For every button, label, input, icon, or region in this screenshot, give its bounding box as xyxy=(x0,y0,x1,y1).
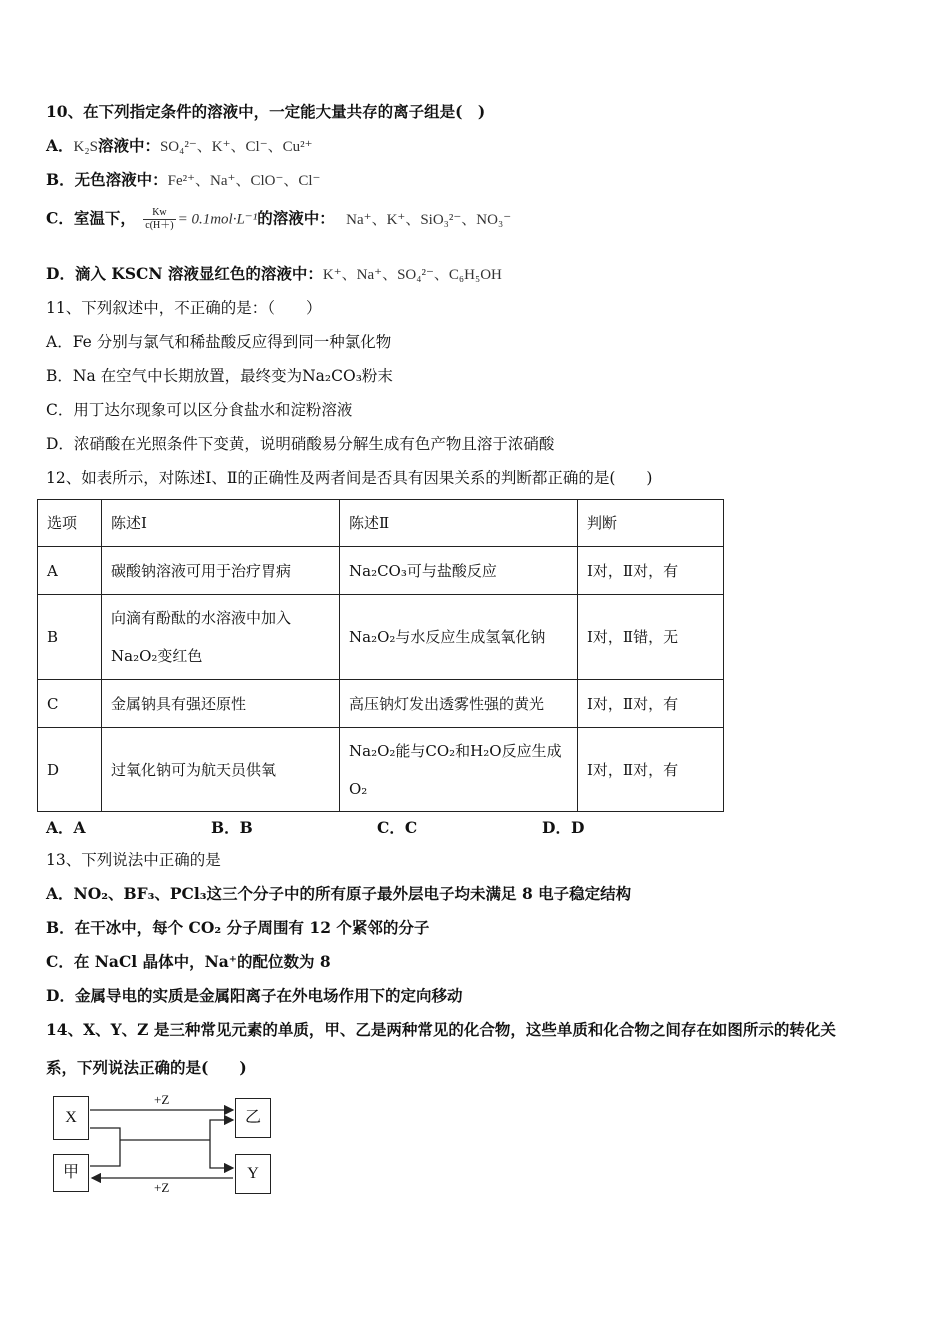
q10-c-cond1: 室温下， xyxy=(73,208,136,228)
q13-option-d: D．金属导电的实质是金属阳离子在外电场作用下的定向移动 xyxy=(46,986,463,1005)
header-judgement: 判断 xyxy=(578,500,724,547)
q14-stem-line1: 14、X、Y、Z 是三种常见元素的单质，甲、乙是两种常见的化合物，这些单质和化合物之间存在如图所示的转化关 xyxy=(46,1020,836,1039)
q11-option-d: D．浓硝酸在光照条件下变黄，说明硝酸易分解生成有色产物且溶于浓硝酸 xyxy=(46,435,555,453)
row-statement-1: 过氧化钠可为航天员供氧 xyxy=(102,728,340,812)
table-row xyxy=(38,680,724,728)
label-top-plus-z: +Z xyxy=(154,1092,170,1107)
line-x-to-jia xyxy=(90,1128,120,1166)
q10-b-cond: 无色溶液中： xyxy=(74,170,168,189)
q10-a-label: A． xyxy=(46,136,74,155)
q12-table xyxy=(37,499,724,812)
q13-stem: 13、下列说法中正确的是 xyxy=(46,851,221,869)
row-judgement: Ⅰ对，Ⅱ对，有 xyxy=(578,680,724,728)
q10-c-label: C． xyxy=(46,208,74,228)
q12-stem: 12、如表所示，对陈述Ⅰ、Ⅱ的正确性及两者间是否具有因果关系的判断都正确的是( ) xyxy=(46,469,653,487)
row-judgement: Ⅰ对，Ⅱ错，无 xyxy=(578,595,724,680)
row-statement-2: Na₂CO₃可与盐酸反应 xyxy=(340,547,578,595)
q10-stem: 10、在下列指定条件的溶液中，一定能大量共存的离子组是( ) xyxy=(46,102,486,121)
q13-option-b: B．在干冰中，每个 CO₂ 分子周围有 12 个紧邻的分子 xyxy=(46,918,430,937)
q10-option-c xyxy=(46,207,511,232)
q11-option-b: B．Na 在空气中长期放置，最终变为Na₂CO₃粉末 xyxy=(46,367,393,385)
q10-c-fraction xyxy=(143,207,175,232)
q10-option-d xyxy=(46,264,502,285)
q10-a-cond: 溶液中： xyxy=(97,136,160,155)
q11-stem: 11、下列叙述中，不正确的是：（ ） xyxy=(46,299,322,317)
q10-a-ions: SO₄²⁻、K⁺、Cl⁻、Cu²⁺ xyxy=(159,139,313,155)
q12-choice-d: D．D xyxy=(542,818,585,837)
row-statement-1: 金属钠具有强还原性 xyxy=(102,680,340,728)
row-statement-1-line2: Na₂O₂变红色 xyxy=(111,647,203,665)
row-statement-2 xyxy=(340,728,578,812)
q10-a-k2s: K₂S xyxy=(73,139,98,155)
row-judgement: Ⅰ对，Ⅱ对，有 xyxy=(578,728,724,812)
q10-d-cond: 滴入 KSCN 溶液显红色的溶液中： xyxy=(74,264,323,283)
row-statement-1: 碳酸钠溶液可用于治疗胃病 xyxy=(102,547,340,595)
row-option: C xyxy=(38,680,102,728)
header-statement-2: 陈述Ⅱ xyxy=(340,500,578,547)
label-bottom-plus-z: +Z xyxy=(154,1180,170,1195)
arrow-to-yi xyxy=(210,1120,233,1140)
q10-b-label: B． xyxy=(46,170,75,189)
row-judgement: Ⅰ对，Ⅱ对，有 xyxy=(578,547,724,595)
q10-b-ions: Fe²⁺、Na⁺、ClO⁻、Cl⁻ xyxy=(167,173,321,189)
q10-option-a xyxy=(46,136,313,157)
row-statement-2: Na₂O₂与水反应生成氢氧化钠 xyxy=(340,595,578,680)
q12-choice-a: A．A xyxy=(46,818,86,837)
table-row xyxy=(38,728,724,812)
q10-c-eq: = 0.1mol·L⁻¹ xyxy=(177,211,258,228)
row-statement-1-line1: 向滴有酚酞的水溶液中加入 xyxy=(111,609,292,627)
row-statement-2-line2: O₂ xyxy=(349,779,368,798)
q12-choice-b: B．B xyxy=(211,818,253,837)
q10-c-ions: Na⁺、K⁺、SiO₃²⁻、NO₃⁻ xyxy=(346,211,512,228)
q14-stem-line2: 系，下列说法正确的是( ) xyxy=(46,1058,247,1077)
arrow-to-y xyxy=(210,1140,233,1168)
node-x: X xyxy=(53,1096,89,1140)
q10-c-frac-num: Kw xyxy=(143,207,175,220)
q10-d-ions: K⁺、Na⁺、SO₄²⁻、C₆H₅OH xyxy=(322,267,502,283)
row-option: A xyxy=(38,547,102,595)
node-yi: 乙 xyxy=(235,1098,271,1138)
row-statement-1 xyxy=(102,595,340,680)
q13-option-a: A．NO₂、BF₃、PCl₃这三个分子中的所有原子最外层电子均未满足 8 电子稳定结构 xyxy=(46,884,632,903)
row-statement-2-line1: Na₂O₂能与CO₂和H₂O反应生成 xyxy=(349,741,562,760)
q10-option-b xyxy=(46,170,320,191)
q10-c-cond2: 的溶液中： xyxy=(257,208,335,228)
table-row xyxy=(38,595,724,680)
q11-option-a: A．Fe 分别与氯气和稀盐酸反应得到同一种氯化物 xyxy=(46,333,392,351)
table-header-row xyxy=(38,500,724,547)
header-statement-1: 陈述Ⅰ xyxy=(102,500,340,547)
row-option: D xyxy=(38,728,102,812)
table-row xyxy=(38,547,724,595)
q12-choice-c: C．C xyxy=(377,818,418,837)
row-statement-2: 高压钠灯发出透雾性强的黄光 xyxy=(340,680,578,728)
q13-option-c: C．在 NaCl 晶体中，Na⁺的配位数为 8 xyxy=(46,952,331,971)
row-option: B xyxy=(38,595,102,680)
q10-c-frac-den: c(H＋) xyxy=(145,220,174,231)
q10-d-label: D． xyxy=(46,264,75,283)
node-y: Y xyxy=(235,1154,271,1194)
q11-option-c: C．用丁达尔现象可以区分食盐水和淀粉溶液 xyxy=(46,401,353,419)
header-option: 选项 xyxy=(38,500,102,547)
node-jia: 甲 xyxy=(53,1154,89,1192)
